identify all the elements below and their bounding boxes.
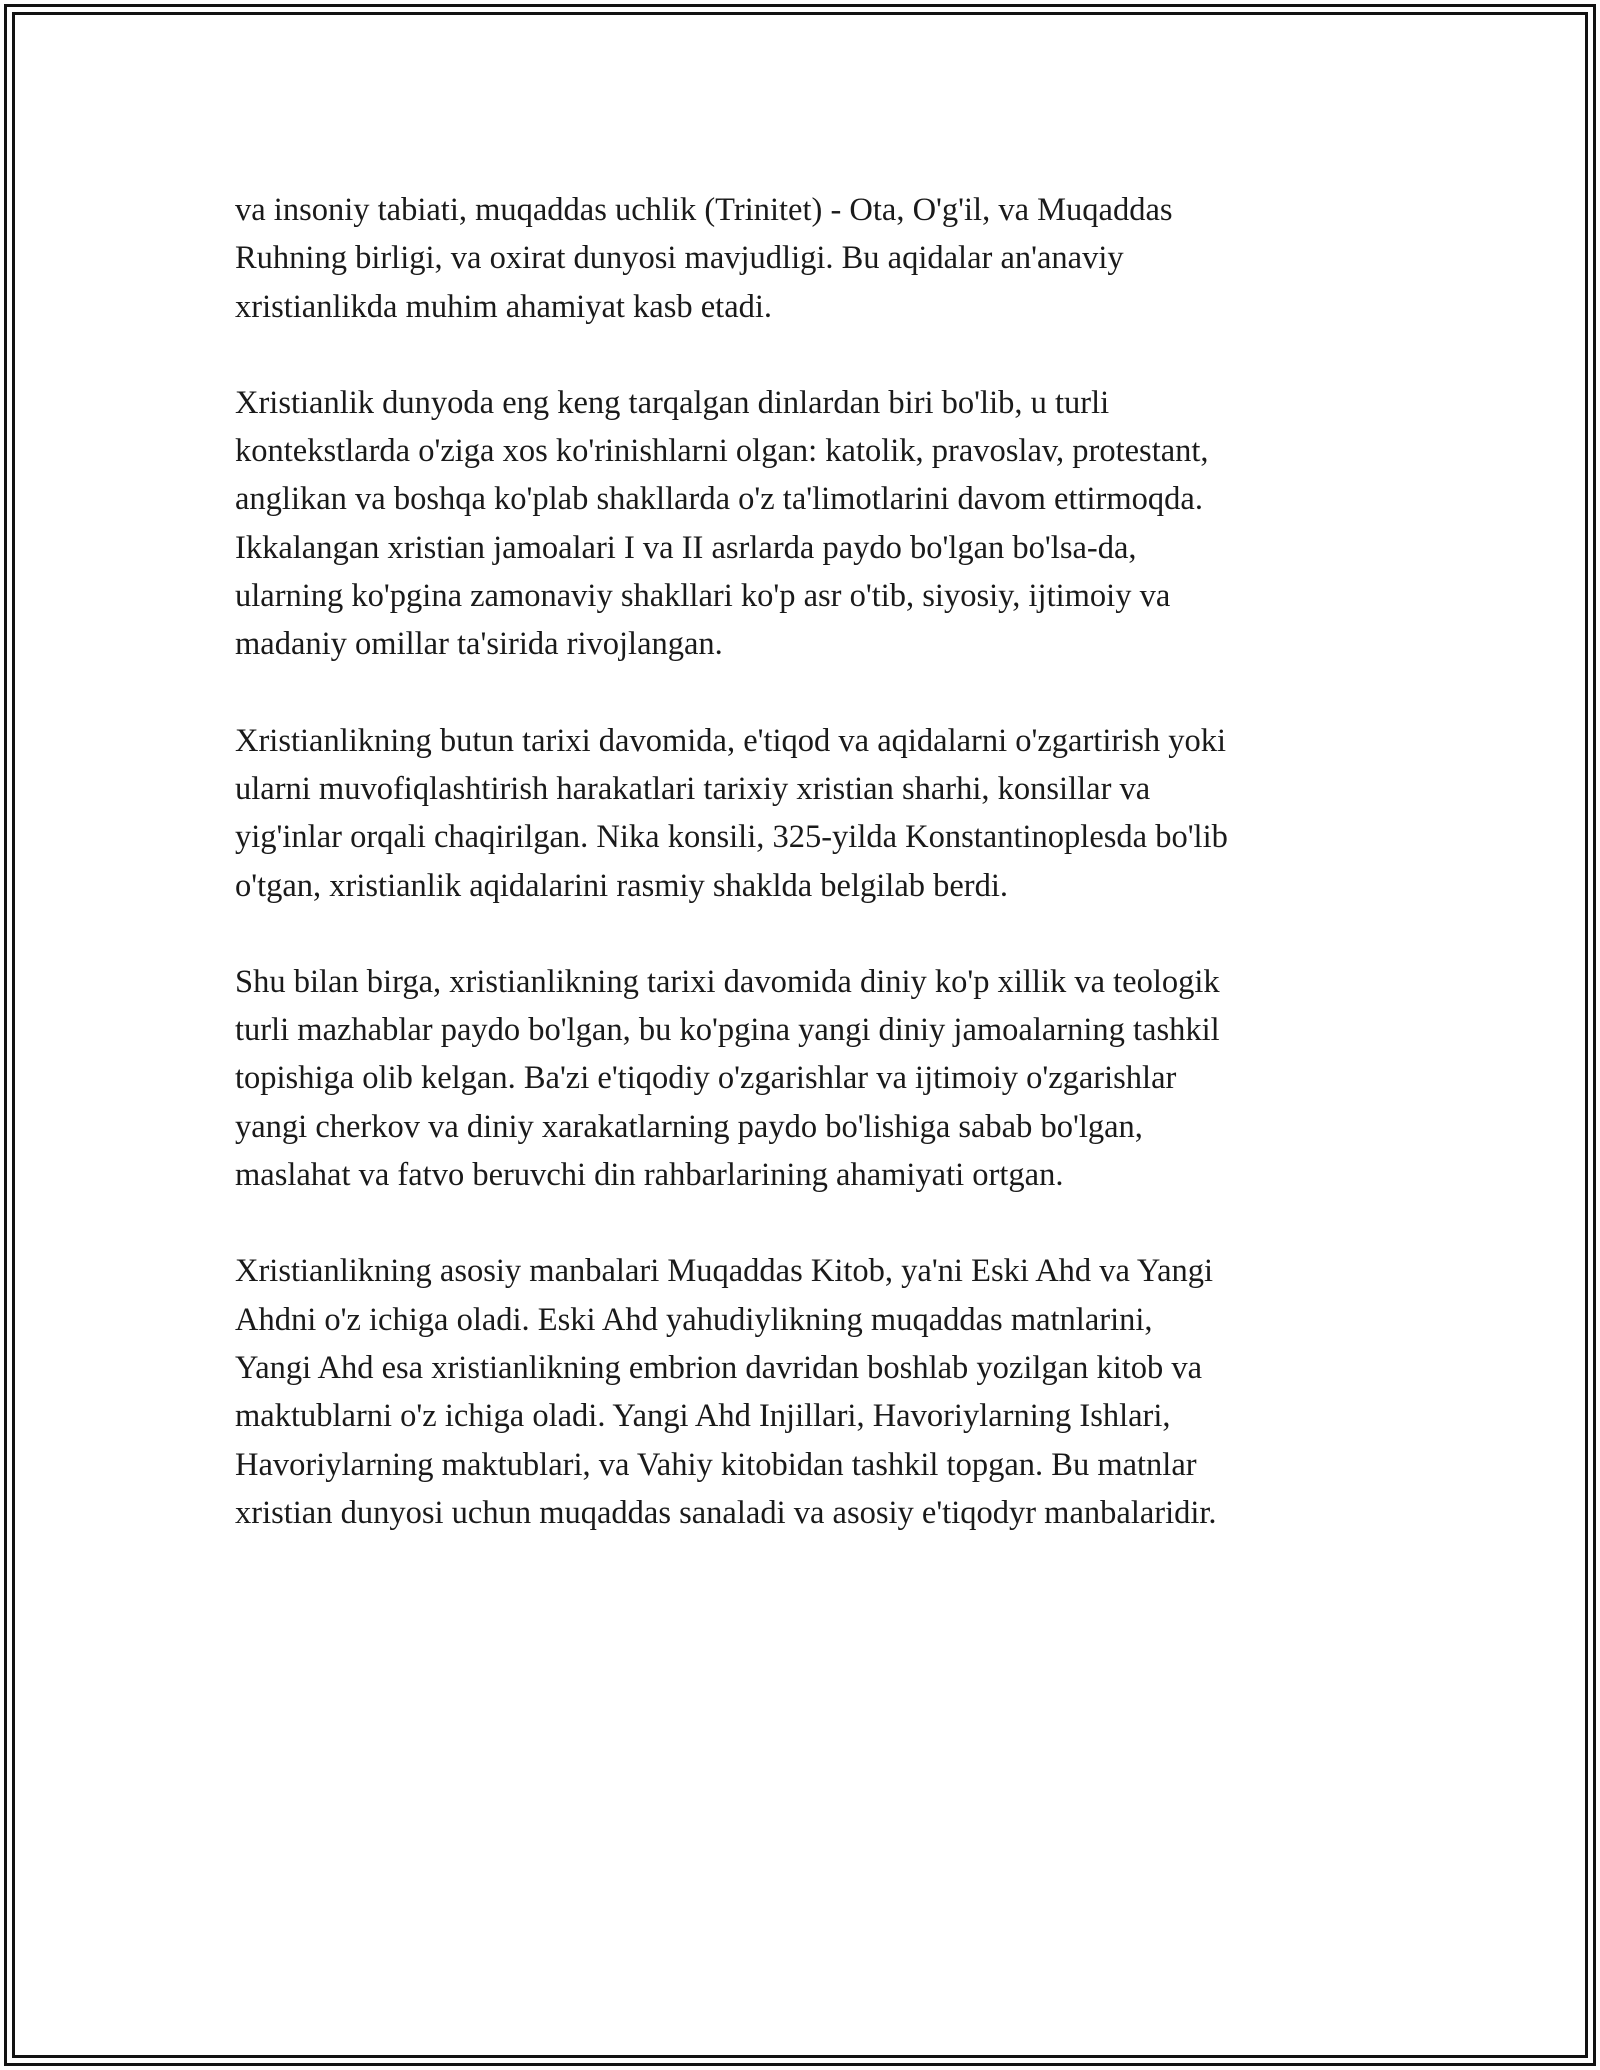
paragraph: Xristianlikning butun tarixi davomida, e'tiqod va aqidalarni o'zgartirish yoki ularni muvofiqlashtirish harakatlari tarixiy xristian sharhi, konsillar va yig'inlar orqali chaqirilgan. Nika konsili, 325-yilda Konstantinoplesda bo'lib o'tgan, xristianlik aqidalarini rasmiy shaklda belgilab berdi. (235, 722, 1228, 904)
paragraph: va insoniy tabiati, muqaddas uchlik (Trinitet) - Ota, O'g'il, va Muqaddas Ruhning birligi, va oxirat dunyosi mavjudligi. Bu aqidalar an'anaviy xristianlikda muhim ahamiyat kasb etadi. (235, 192, 1173, 325)
paragraph: Xristianlikning asosiy manbalari Muqaddas Kitob, ya'ni Eski Ahd va Yangi Ahdni o'z ichiga oladi. Eski Ahd yahudiylikning muqaddas matnlarini, Yangi Ahd esa xristianlikning embrion davridan boshlab yozilgan kitob va maktublarni o'z ichiga oladi. Yangi Ahd Injillari, Havoriylarning Ishlari, Havoriylarning maktublari, va Vahiy kitobidan tashkil topgan. Bu matnlar xristian dunyosi uchun muqaddas sanaladi va asosiy e'tiqodyr manbalaridir. (235, 1253, 1217, 1531)
document-body (235, 186, 1375, 1585)
paragraph: Shu bilan birga, xristianlikning tarixi davomida diniy ko'p xillik va teologik turli mazhablar paydo bo'lgan, bu ko'pgina yangi diniy jamoalarning tashkil topishiga olib kelgan. Ba'zi e'tiqodiy o'zgarishlar va ijtimoiy o'zgarishlar yangi cherkov va diniy xarakatlarning paydo bo'lishiga sabab bo'lgan, maslahat va fatvo beruvchi din rahbarlarining ahamiyati ortgan. (235, 963, 1220, 1194)
paragraph: Xristianlik dunyoda eng keng tarqalgan dinlardan biri bo'lib, u turli kontekstlarda o'ziga xos ko'rinishlarni olgan: katolik, pravoslav, protestant, anglikan va boshqa ko'plab shakllarda o'z ta'limotlarini davom ettirmoqda. Ikkalangan xristian jamoalari I va II asrlarda paydo bo'lgan bo'lsa-da, ularning ko'pgina zamonaviy shakllari ko'p asr o'tib, siyosiy, ijtimoiy va madaniy omillar ta'sirida rivojlangan. (235, 384, 1209, 663)
